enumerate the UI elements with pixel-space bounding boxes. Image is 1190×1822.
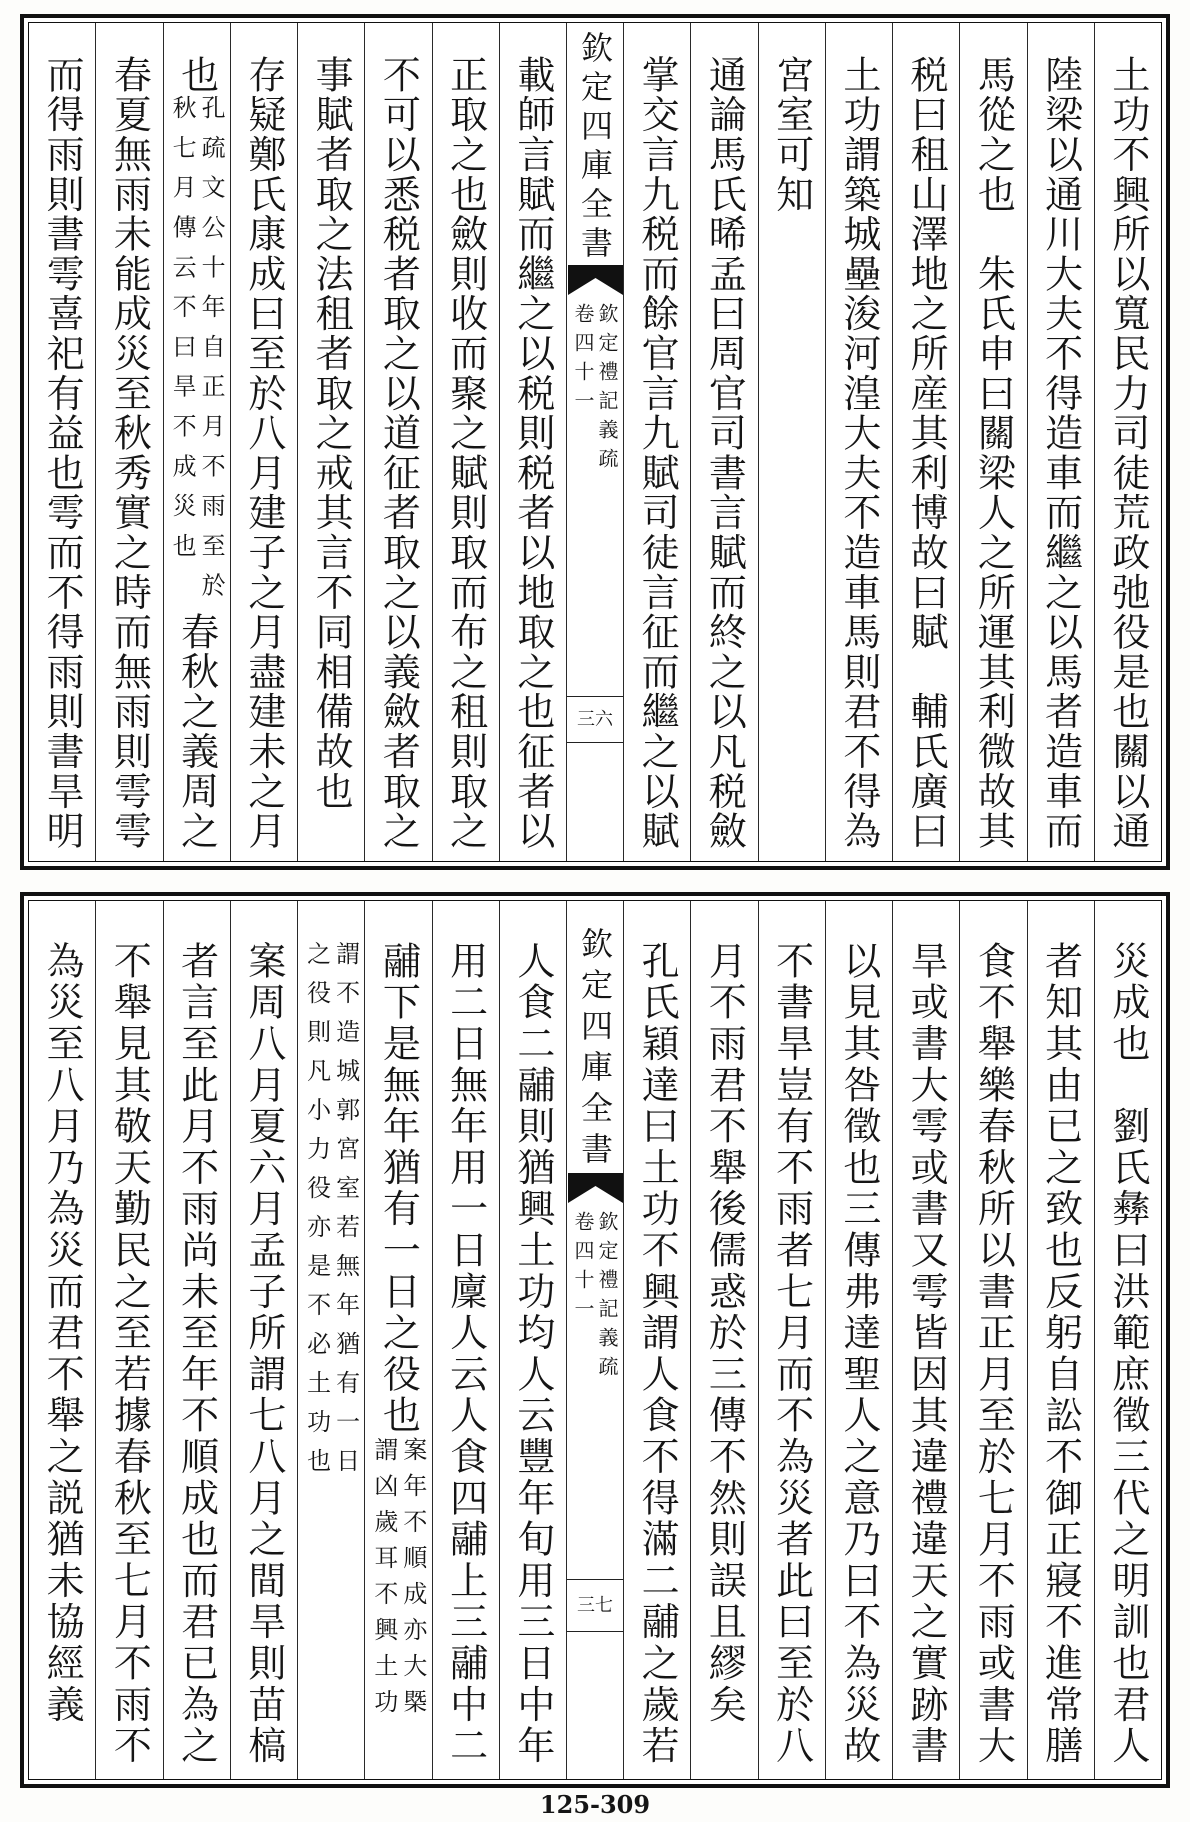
- column-text: 人食二鬴則猶興土功均人云豐年旬用三日中年: [510, 941, 555, 1767]
- text-column: [1027, 23, 1094, 861]
- text-column: [297, 901, 364, 1779]
- fishtail-mark: [567, 265, 624, 297]
- upper-page: [20, 14, 1170, 870]
- lower-page: [20, 892, 1170, 1788]
- column-text: 孔氏穎達曰土功不興謂人食不得滿二鬴之歲若: [635, 941, 680, 1767]
- column-text: 為災至八月乃為災而君不舉之説猶未協經義: [40, 941, 85, 1726]
- text-column: [297, 23, 364, 861]
- text-column: [230, 23, 297, 861]
- text-column: [623, 901, 690, 1779]
- page-number: 三六: [567, 696, 623, 743]
- footer-page-code: 125-309: [539, 1790, 651, 1819]
- text-column: [95, 23, 162, 861]
- text-column: [825, 23, 892, 861]
- text-column: [364, 901, 431, 1779]
- interlinear-note: [168, 94, 226, 613]
- volume-label: 卷四十一: [571, 1211, 595, 1327]
- column-text: 案周八月夏六月孟子所謂七八月之間旱則苗槁: [241, 941, 286, 1767]
- text-column: [758, 23, 825, 861]
- note-line-left: 之役則凡小力役亦是不必土功也: [302, 941, 331, 1487]
- column-text: 載師言賦而繼之以税則税者以地取之也征者以: [510, 55, 555, 851]
- note-line-right: 謂不造城郭宮室若無年猶有一日: [331, 941, 360, 1487]
- column-text: 土功謂築城壘浚河湟大夫不造車馬則君不得為: [836, 55, 881, 851]
- book-info: [573, 303, 617, 477]
- text-column: [758, 901, 825, 1779]
- column-text: 用二日無年用一日廩人云人食四鬴上三鬴中二: [443, 941, 488, 1767]
- text-column: [499, 901, 566, 1779]
- interlinear-note: [369, 1436, 427, 1725]
- interlinear-note: [302, 941, 360, 1487]
- collection-title: 欽定四庫全書: [576, 31, 614, 265]
- text-column: [690, 901, 757, 1779]
- column-text: 土功不興所以寬民力司徒荒政弛役是也關以通: [1105, 55, 1150, 851]
- column-text: 陸梁以通川大夫不得造車而繼之以馬者造車而: [1038, 55, 1083, 851]
- column-text: 不可以悉税者取之以道征者取之以義斂者取之: [376, 55, 421, 851]
- column-text: 鬴下是無年猶有一日之役也: [376, 941, 421, 1437]
- column-text-after-note: 春秋之義周之: [174, 612, 219, 852]
- text-column: [825, 901, 892, 1779]
- text-column: [623, 23, 690, 861]
- text-column: [959, 901, 1026, 1779]
- text-column: [230, 901, 297, 1779]
- text-column: [1094, 901, 1161, 1779]
- column-text: 者言至此月不雨尚未至年不順成也而君已為之: [174, 941, 219, 1767]
- note-line-right: 案年不順成亦大槩: [398, 1436, 427, 1725]
- column-text: 以見其咎徵也三傳弗達聖人之意乃曰不為災故: [836, 941, 881, 1767]
- note-line-left: 謂凶歲耳不興土功: [369, 1436, 398, 1725]
- text-column: [499, 23, 566, 861]
- text-column: [432, 901, 499, 1779]
- column-text: 税曰租山澤地之所産其利博故曰賦 輔氏廣曰: [904, 55, 949, 851]
- column-text: 也: [174, 55, 219, 95]
- text-column: [959, 23, 1026, 861]
- text-column: [29, 23, 95, 861]
- book-title: 欽定禮記義疏: [595, 303, 619, 477]
- book-title: 欽定禮記義疏: [595, 1211, 619, 1385]
- text-column: [364, 23, 431, 861]
- column-text: 而得雨則書雩喜祀有益也雩而不得雨則書旱明: [40, 55, 85, 851]
- column-text: 通論馬氏晞孟曰周官司書言賦而終之以凡税斂: [702, 55, 747, 851]
- column-text: 旱或書大雩或書又雩皆因其違禮違天之實跡書: [904, 941, 949, 1767]
- volume-label: 卷四十一: [571, 303, 595, 419]
- text-column: [1094, 23, 1161, 861]
- text-column: [892, 901, 959, 1779]
- text-column: [29, 901, 95, 1779]
- column-text: 春夏無雨未能成災至秋秀實之時而無雨則雩雩: [107, 55, 152, 851]
- column-text: 不舉見其敬天勤民之至若據春秋至七月不雨不: [107, 941, 152, 1767]
- text-column: [892, 23, 959, 861]
- column-text: 月不雨君不舉後儒惑於三傳不然則誤且繆矣: [702, 941, 747, 1726]
- page-number: 三七: [567, 1579, 623, 1632]
- text-column: [1027, 901, 1094, 1779]
- column-text: 事賦者取之法租者取之戒其言不同相備故也: [309, 55, 354, 812]
- note-line-right: 孔疏文公十年自正月不雨至於: [197, 94, 226, 613]
- column-text: 正取之也斂則收而聚之賦則取而布之租則取之: [443, 55, 488, 851]
- upper-page-frame: [28, 22, 1162, 862]
- column-text: 掌交言九税而餘官言九賦司徒言征而繼之以賦: [635, 55, 680, 851]
- text-column: [432, 23, 499, 861]
- note-line-left: 秋七月傳云不曰旱不成災也: [168, 94, 197, 573]
- column-text: 宮室可知: [769, 55, 814, 215]
- column-text: 存疑鄭氏康成曰至於八月建子之月盡建未之月: [241, 55, 286, 851]
- center-column: [566, 23, 623, 861]
- center-column: [566, 901, 623, 1779]
- column-text: 者知其由已之致也反躬自訟不御正寢不進常膳: [1038, 941, 1083, 1767]
- fishtail-mark: [567, 1173, 624, 1205]
- book-info: [573, 1211, 617, 1385]
- collection-title: 欽定四庫全書: [576, 927, 614, 1173]
- text-column: [163, 901, 230, 1779]
- lower-page-frame: [28, 900, 1162, 1780]
- column-text: 馬從之也 朱氏申曰關梁人之所運其利微故其: [971, 55, 1016, 851]
- column-text: 災成也 劉氏彝曰洪範庶徵三代之明訓也君人: [1105, 941, 1150, 1767]
- text-column: [95, 901, 162, 1779]
- column-text: 不書旱豈有不雨者七月而不為災者此曰至於八: [769, 941, 814, 1767]
- text-column: [690, 23, 757, 861]
- column-text: 食不舉樂春秋所以書正月至於七月不雨或書大: [971, 941, 1016, 1767]
- text-column: [163, 23, 230, 861]
